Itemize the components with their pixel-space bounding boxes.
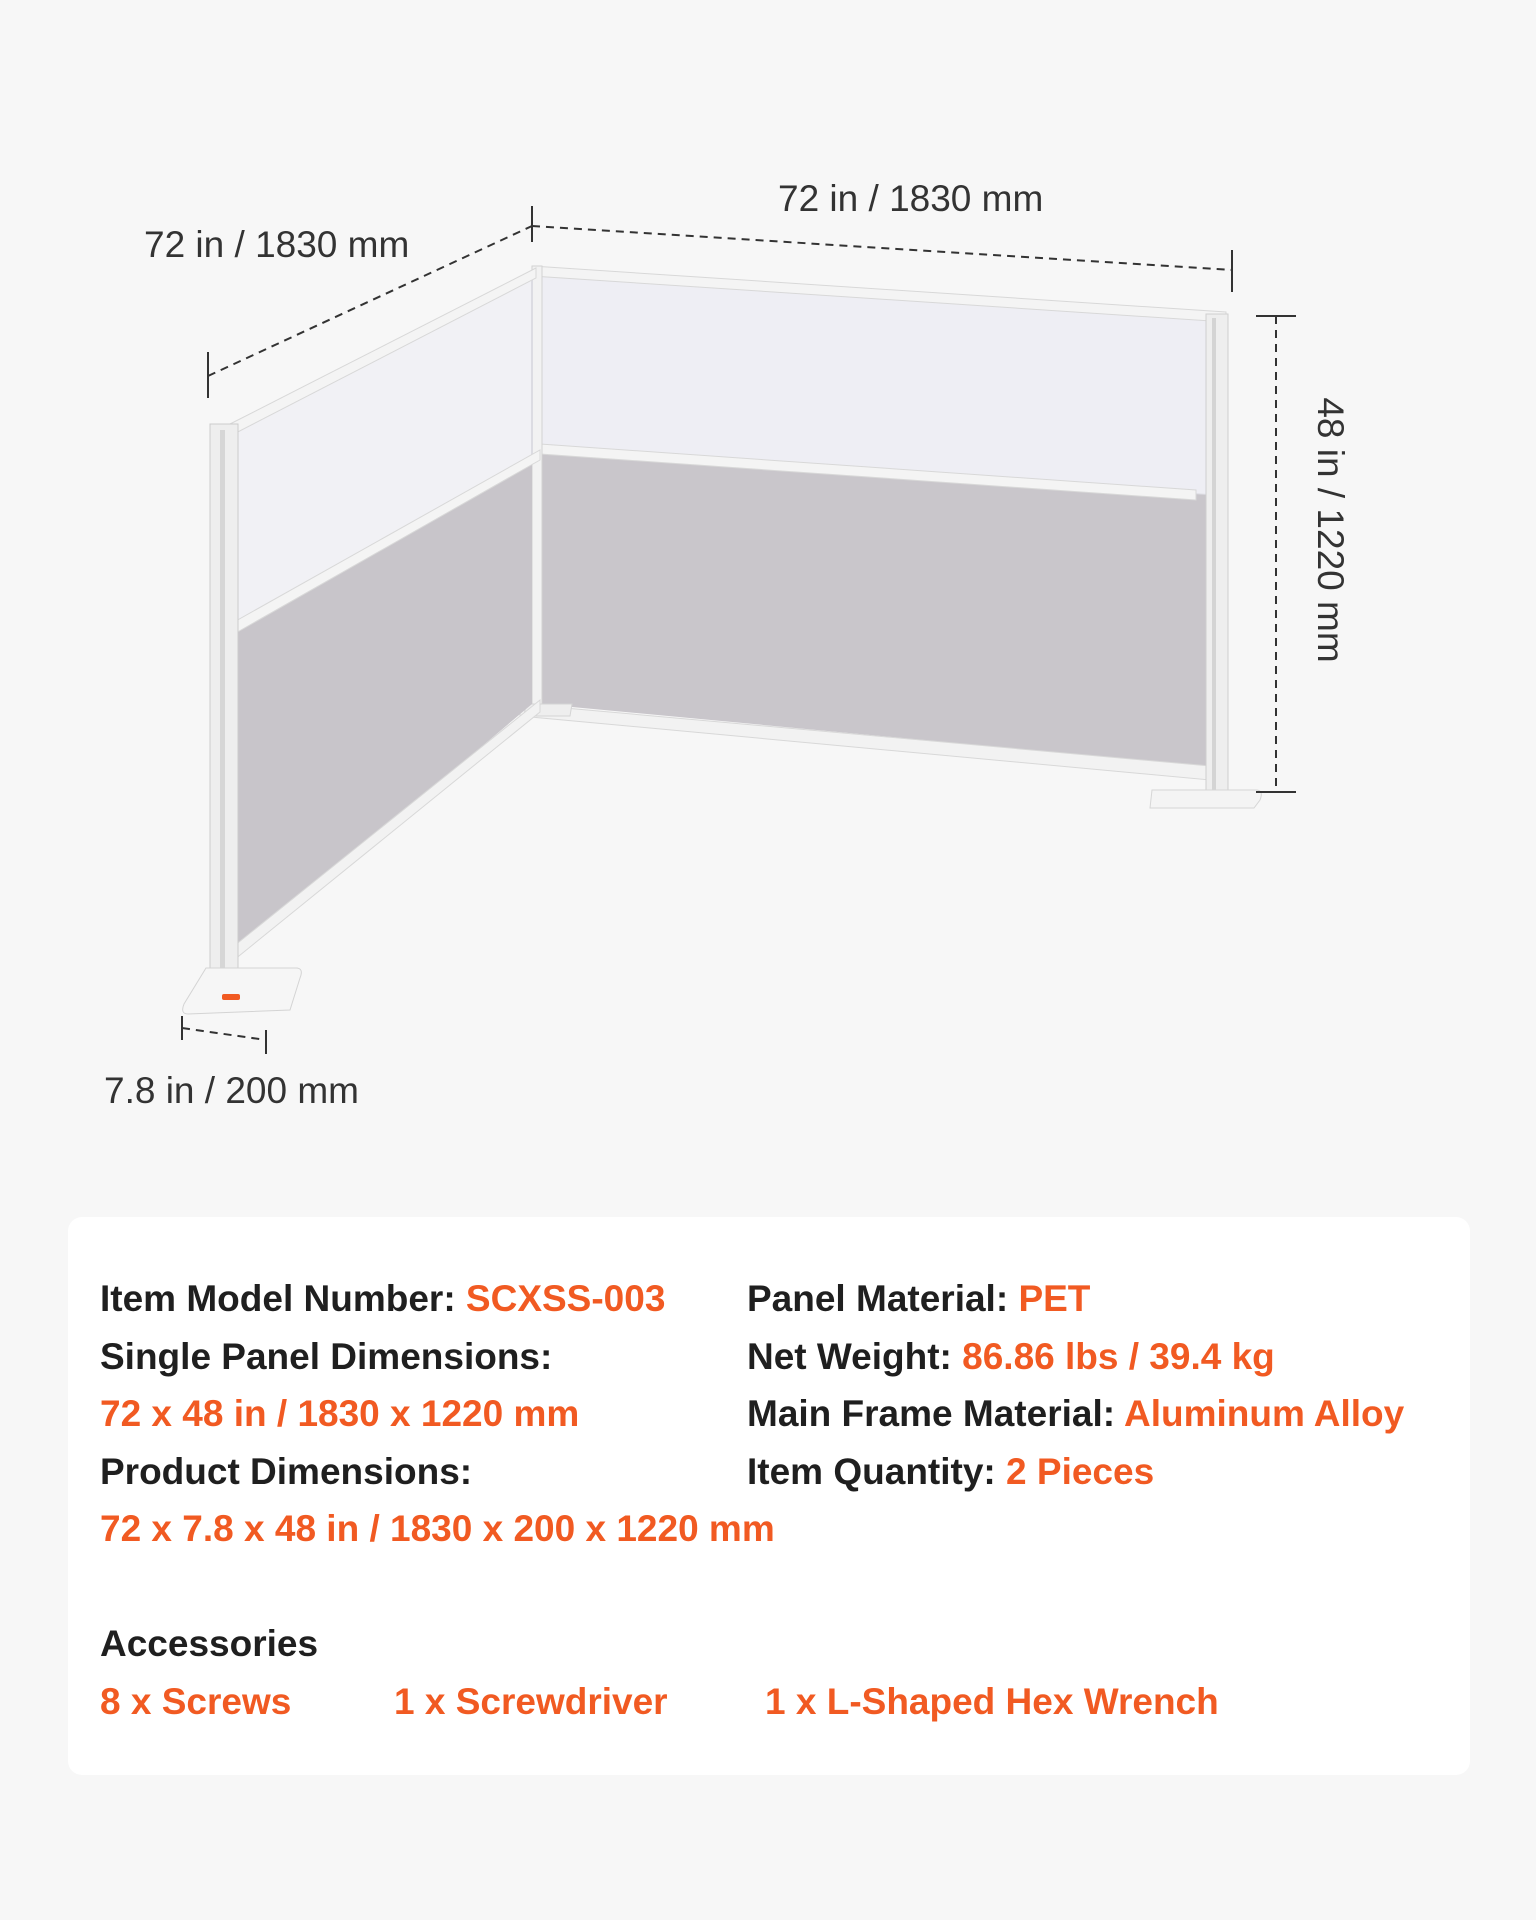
accessory-item: 1 x L-Shaped Hex Wrench	[765, 1681, 1219, 1722]
brand-mark	[222, 994, 240, 1000]
net-weight-row	[747, 1335, 1275, 1379]
single-panel-label: Single Panel Dimensions:	[100, 1336, 553, 1377]
left-width-label: 72 in / 1830 mm	[144, 224, 410, 265]
accessories-title: Accessories	[100, 1623, 319, 1664]
spec-card	[68, 1217, 1470, 1775]
net-weight-label: Net Weight:	[747, 1336, 952, 1377]
model-number-row	[100, 1277, 665, 1321]
panel-material-label: Panel Material:	[747, 1278, 1009, 1319]
item-quantity-label: Item Quantity:	[747, 1451, 996, 1492]
left-foot	[183, 968, 302, 1014]
accessory-item: 1 x Screwdriver	[394, 1681, 668, 1722]
base-depth-label: 7.8 in / 200 mm	[104, 1070, 360, 1111]
frame-material-label: Main Frame Material:	[747, 1393, 1116, 1434]
single-panel-value: 72 x 48 in / 1830 x 1220 mm	[100, 1393, 580, 1434]
height-label: 48 in / 1220 mm	[1310, 397, 1351, 663]
right-foot	[1150, 790, 1261, 808]
model-number-label: Item Model Number:	[100, 1278, 456, 1319]
panel-material-row	[747, 1277, 1090, 1321]
panel-material-value: PET	[1018, 1278, 1091, 1319]
model-number-value: SCXSS-003	[465, 1278, 666, 1319]
product-dimensions-value: 72 x 7.8 x 48 in / 1830 x 200 x 1220 mm	[100, 1508, 775, 1549]
item-quantity-row	[747, 1450, 1154, 1494]
corner-post	[532, 266, 542, 706]
net-weight-value: 86.86 lbs / 39.4 kg	[962, 1336, 1275, 1377]
frame-material-row	[747, 1392, 1404, 1436]
top-width-label: 72 in / 1830 mm	[778, 178, 1044, 219]
accessory-item: 8 x Screws	[100, 1681, 292, 1722]
item-quantity-value: 2 Pieces	[1006, 1451, 1155, 1492]
product-dimensions-label: Product Dimensions:	[100, 1451, 473, 1492]
back-panel-right-post	[1206, 314, 1228, 792]
frame-material-value: Aluminum Alloy	[1123, 1393, 1405, 1434]
